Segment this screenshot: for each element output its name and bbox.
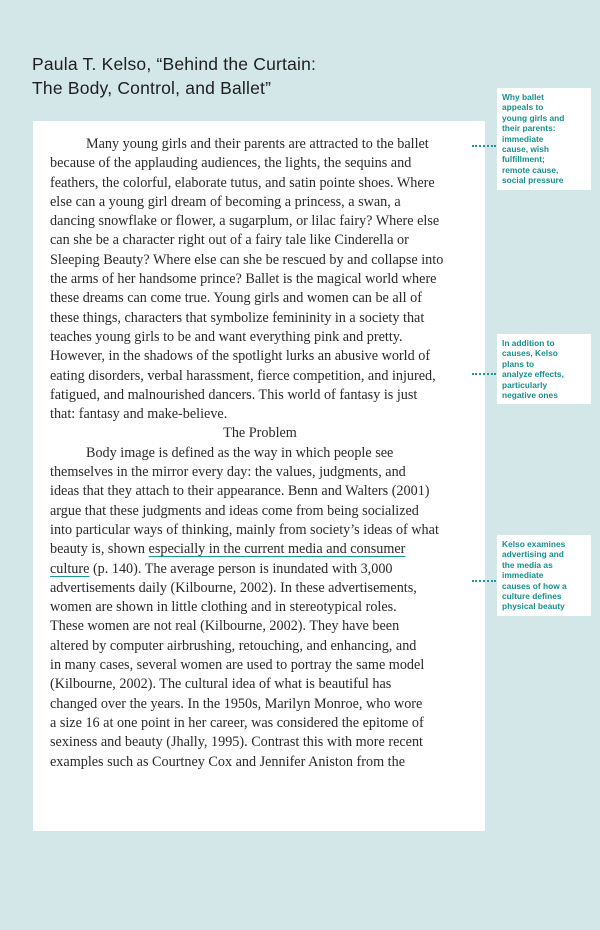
essay-line: themselves in the mirror every day: the values, judgments, and (50, 464, 406, 481)
essay-line: Body image is defined as the way in which people see (86, 444, 394, 461)
annotation-line: Why ballet (502, 92, 544, 102)
essay-text (50, 135, 470, 772)
annotation-line: negative ones (502, 390, 558, 401)
annotation-line: cause, wish (502, 144, 550, 155)
essay-line: Many young girls and their parents are attracted to the ballet (86, 136, 429, 152)
page-title (32, 52, 316, 100)
annotation-line: remote cause, (502, 164, 559, 175)
essay-line: advertisements daily (Kilbourne, 2002). In these advertisements, (50, 579, 417, 596)
essay-segment: beauty is, shown (50, 541, 149, 558)
essay-line: because of the applauding audiences, the lights, the sequins and (50, 155, 412, 172)
essay-line: ideas that they attach to their appearance. Benn and Walters (2001) (50, 483, 430, 500)
essay-line: a size 16 at one point in her career, was considered the epitome of (50, 714, 424, 731)
essay-line: teaches young girls to be and want everything pink and pretty. (50, 328, 403, 345)
underlined-phrase-end: culture (50, 560, 90, 577)
essay-line: (Kilbourne, 2002). The cultural idea of what is beautiful has (50, 676, 392, 693)
essay-line: Sleeping Beauty? Where else can she be rescued by and collapse into (50, 251, 444, 268)
essay-line: can she be a character right out of a fairy tale like Cinderella or (50, 232, 409, 249)
underlined-phrase: especially in the current media and consumer (148, 541, 406, 558)
annotation-line: physical beauty (502, 601, 565, 612)
essay-line: else can a young girl dream of becoming a princess, a swan, a (50, 193, 401, 210)
essay-line: these things, characters that symbolize femininity in a society that (50, 309, 425, 326)
annotation-line: causes of how a (502, 580, 567, 591)
margin-annotation-ballet-appeal (497, 88, 591, 190)
essay-segment: (p. 140). The average person is inundated with 3,000 (89, 560, 393, 577)
annotation-line: Kelso examines (502, 539, 566, 549)
essay-line: that: fantasy and make-believe. (50, 406, 228, 423)
annotation-line: particularly (502, 379, 548, 390)
annotation-line: fulfillment; (502, 154, 545, 165)
annotation-line: immediate (502, 133, 544, 144)
essay-line: altered by computer airbrushing, retouching, and enhancing, and (50, 637, 417, 654)
title-line-2: The Body, Control, and Ballet” (32, 78, 272, 98)
title-line-1: Paula T. Kelso, “Behind the Curtain: (32, 54, 317, 74)
essay-line (50, 560, 470, 579)
essay-line: the arms of her handsome prince? Ballet is the magical world where (50, 271, 437, 288)
annotation-line: immediate (502, 570, 544, 581)
margin-annotation-effects (497, 334, 591, 404)
essay-line (50, 540, 470, 559)
essay-line: However, in the shadows of the spotlight lurks an abusive world of (50, 348, 431, 365)
annotation-line: advertising and (502, 549, 564, 560)
margin-annotation-media (497, 535, 591, 616)
annotation-line: culture defines (502, 591, 562, 602)
annotation-line: plans to (502, 358, 535, 369)
essay-line: in many cases, several women are used to portray the same model (50, 657, 425, 674)
essay-line: feathers, the colorful, elaborate tutus, and satin pointe shoes. Where (50, 174, 435, 191)
annotation-line: In addition to (502, 338, 555, 348)
section-heading: The Problem (223, 425, 297, 442)
annotation-line: analyze effects, (502, 369, 564, 380)
annotation-line: young girls and (502, 112, 565, 123)
annotation-line: causes, Kelso (502, 348, 558, 359)
essay-line: fatigued, and malnourished dancers. This world of fantasy is just (50, 386, 418, 403)
annotation-connector (472, 145, 496, 147)
annotation-line: appeals to (502, 102, 544, 113)
annotation-line: social pressure (502, 175, 564, 186)
essay-line: women are shown in little clothing and in stereotypical roles. (50, 599, 397, 616)
essay-line: sexiness and beauty (Jhally, 1995). Contrast this with more recent (50, 734, 423, 751)
essay-line: changed over the years. In the 1950s, Marilyn Monroe, who wore (50, 695, 423, 712)
essay-line: argue that these judgments and ideas come from being socialized (50, 502, 419, 519)
annotation-line: the media as (502, 559, 553, 570)
essay-line: these dreams can come true. Young girls and women can be all of (50, 290, 422, 307)
essay-line: eating disorders, verbal harassment, fierce competition, and injured, (50, 367, 436, 384)
annotation-line: their parents: (502, 123, 556, 134)
annotation-connector (472, 580, 496, 582)
essay-line: These women are not real (Kilbourne, 2002). They have been (50, 618, 400, 635)
essay-line: examples such as Courtney Cox and Jennifer Aniston from the (50, 753, 406, 770)
essay-line: into particular ways of thinking, mainly from society’s ideas of what (50, 521, 439, 538)
essay-line: dancing snowflake or flower, a sugarplum, or lilac fairy? Where else (50, 213, 440, 230)
annotation-connector (472, 373, 496, 375)
